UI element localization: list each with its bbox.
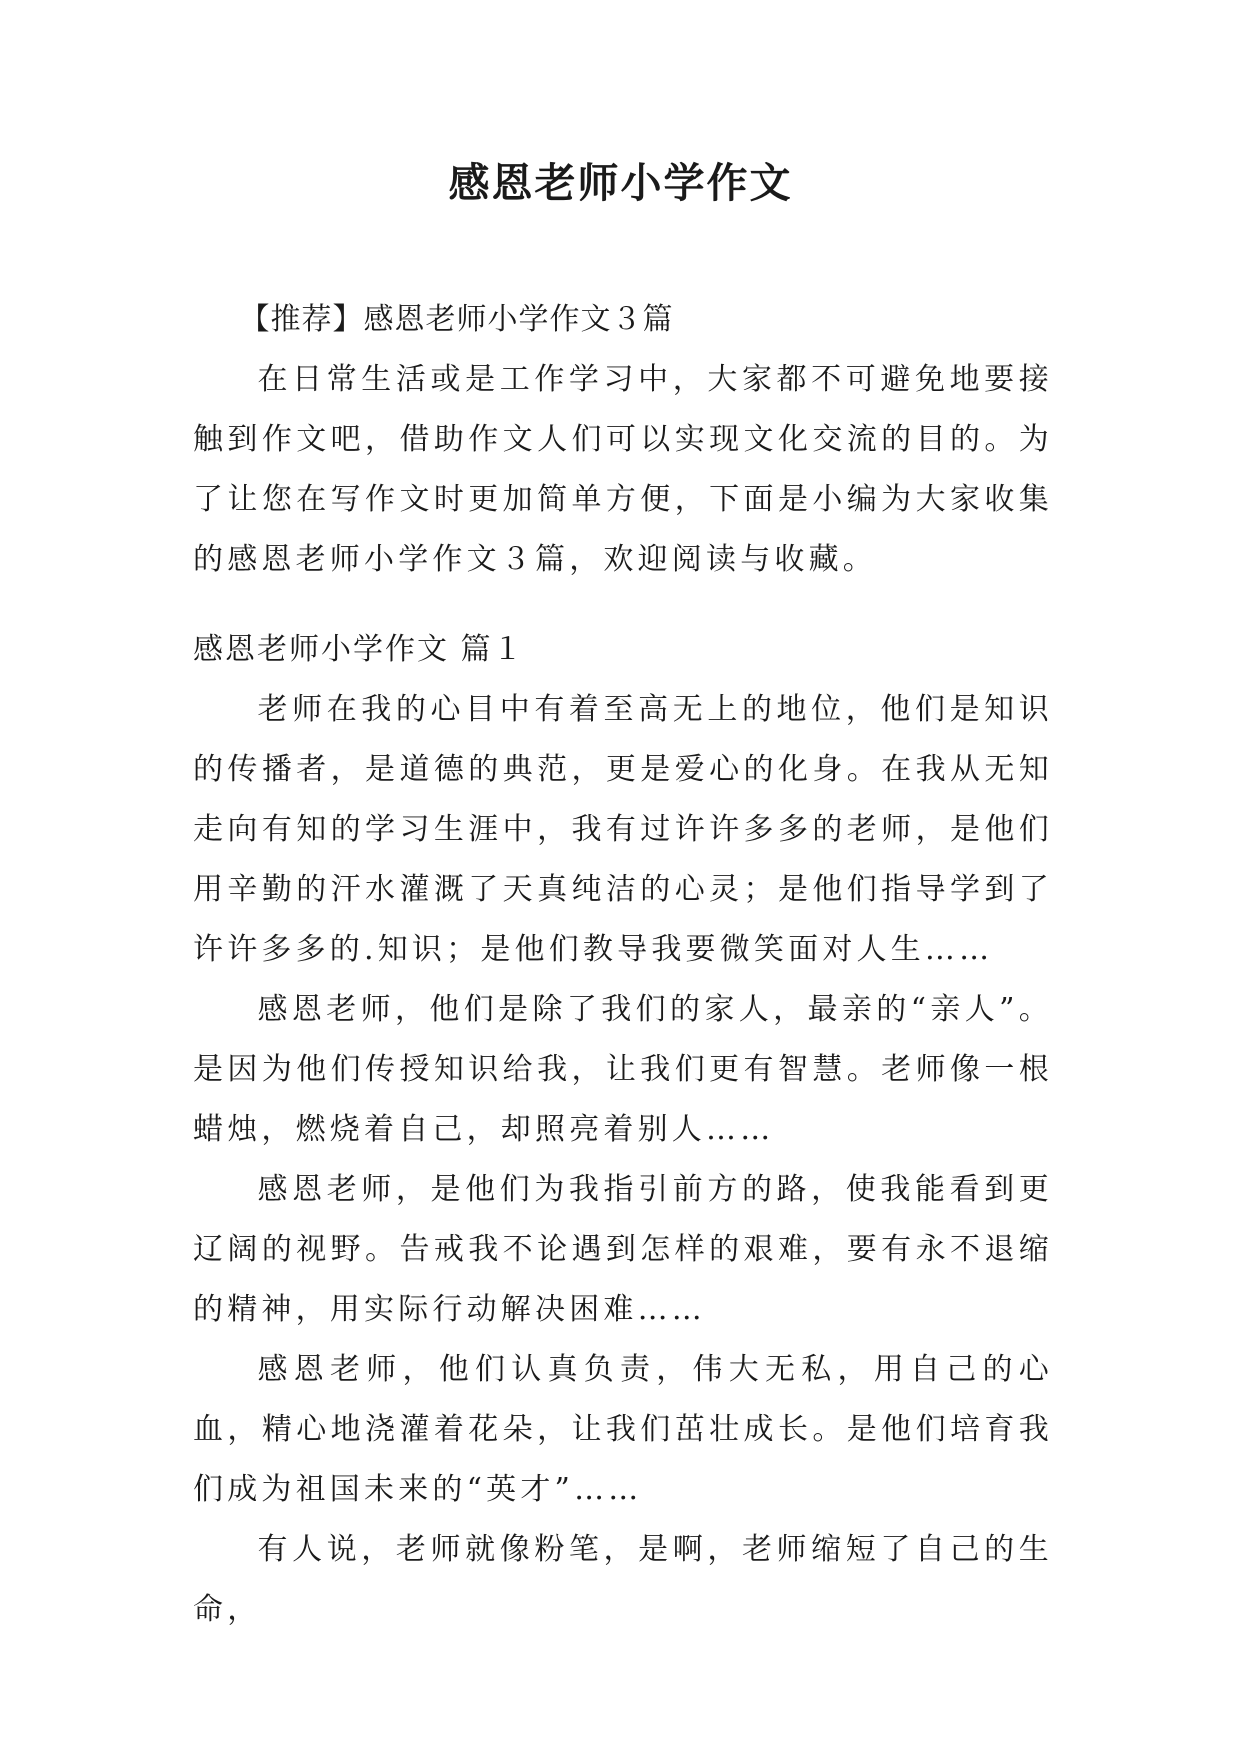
body-paragraph-2: 感恩老师，他们是除了我们的家人，最亲的“亲人”。是因为他们传授知识给我，让我们更有智慧。老师像一根蜡烛，燃烧着自己，却照亮着别人……: [193, 992, 1053, 1147]
body-paragraph-3: 感恩老师，是他们为我指引前方的路，使我能看到更辽阔的视野。告戒我不论遇到怎样的艰难，要有永不退缩的精神，用实际行动解决困难……: [193, 1172, 1053, 1327]
recommend-line: 【推荐】感恩老师小学作文３篇: [239, 302, 674, 337]
body-paragraph-1: 老师在我的心目中有着至高无上的地位，他们是知识的传播者，是道德的典范，更是爱心的化身。在我从无知走向有知的学习生涯中，我有过许许多多的老师，是他们用辛勤的汗水灌溉了天真纯洁的心灵；是他们指导学到了许许多多的.知识；是他们教导我要微笑面对人生……: [193, 692, 1053, 967]
intro-paragraph: 在日常生活或是工作学习中，大家都不可避免地要接触到作文吧，借助作文人们可以实现文化交流的目的。为了让您在写作文时更加简单方便，下面是小编为大家收集的感恩老师小学作文３篇，欢迎阅读与收藏。: [193, 362, 1053, 577]
document-title: 感恩老师小学作文: [448, 159, 793, 207]
body-paragraph-4: 感恩老师，他们认真负责，伟大无私，用自己的心血，精心地浇灌着花朵，让我们茁壮成长。是他们培育我们成为祖国未来的“英才”……: [193, 1352, 1053, 1507]
document-body: [193, 290, 1053, 1640]
section-heading: 感恩老师小学作文 篇１: [193, 632, 525, 667]
body-paragraph-5: 有人说，老师就像粉笔，是啊，老师缩短了自己的生命，: [193, 1532, 1053, 1627]
